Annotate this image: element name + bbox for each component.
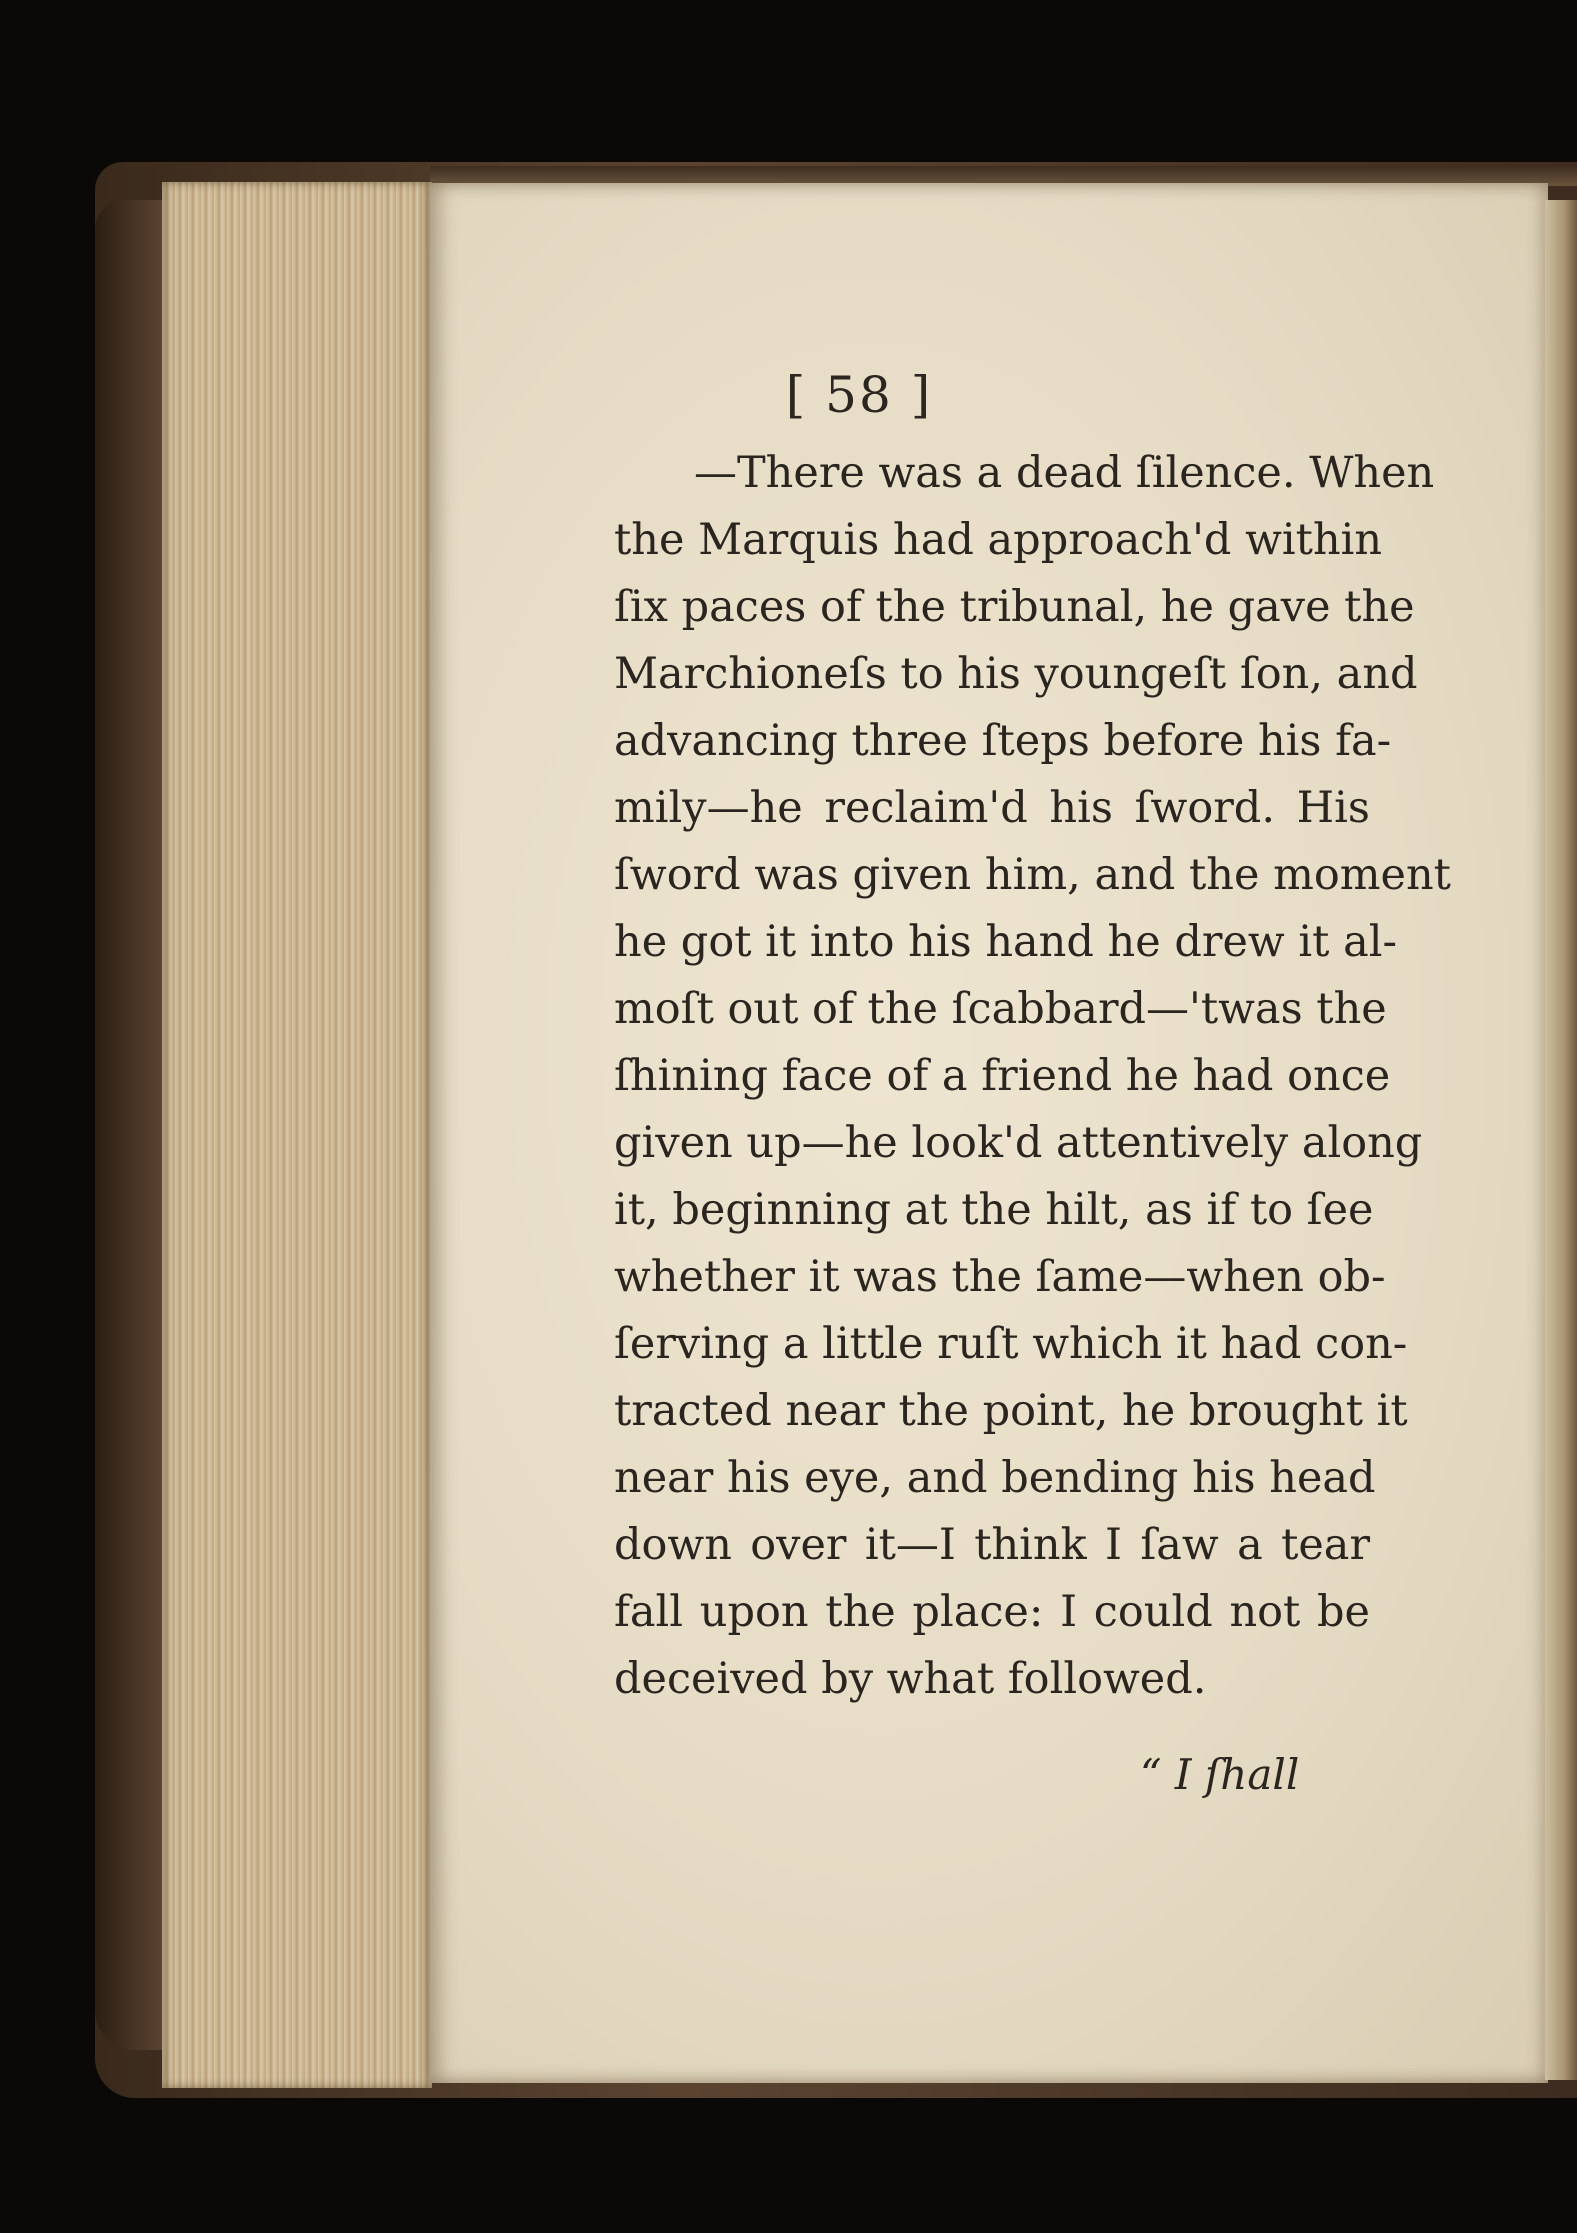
text-line: ſerving a little ruſt which it had con- [614, 1319, 1408, 1369]
text-line: down over it—I think I ſaw a tear [614, 1520, 1370, 1570]
text-line: deceived by what followed. [614, 1654, 1207, 1704]
text-line: it, beginning at the hilt, as if to ſee [614, 1185, 1374, 1235]
page-number: [ 58 ] [785, 366, 933, 424]
text-line: ſhining face of a friend he had once [614, 1051, 1391, 1101]
text-line: tracted near the point, he brought it [614, 1386, 1408, 1436]
page-gutter [1545, 200, 1577, 2080]
catchword: “ I ſhall [1140, 1750, 1300, 1799]
text-line: whether it was the ſame—when ob- [614, 1252, 1386, 1302]
text-line: advancing three ſteps before his fa- [614, 716, 1392, 766]
page-body [614, 440, 1451, 1713]
text-line: given up—he look'd attentively along [614, 1118, 1423, 1168]
text-line: moſt out of the ſcabbard—'twas the [614, 984, 1387, 1034]
text-line: fall upon the place: I could not be [614, 1587, 1370, 1637]
text-line: ſword was given him, and the moment [614, 850, 1451, 900]
text-line: ſix paces of the tribunal, he gave the [614, 582, 1415, 632]
page-edges [162, 182, 432, 2088]
book-spine [95, 200, 165, 2050]
text-line: the Marquis had approach'd within [614, 515, 1383, 565]
text-line: he got it into his hand he drew it al- [614, 917, 1397, 967]
text-line: —There was a dead ſilence. When [694, 448, 1435, 498]
text-line: Marchioneſs to his youngeſt ſon, and [614, 649, 1418, 699]
text-line: near his eye, and bending his head [614, 1453, 1376, 1503]
text-line: mily—he reclaim'd his ſword. His [614, 783, 1370, 833]
